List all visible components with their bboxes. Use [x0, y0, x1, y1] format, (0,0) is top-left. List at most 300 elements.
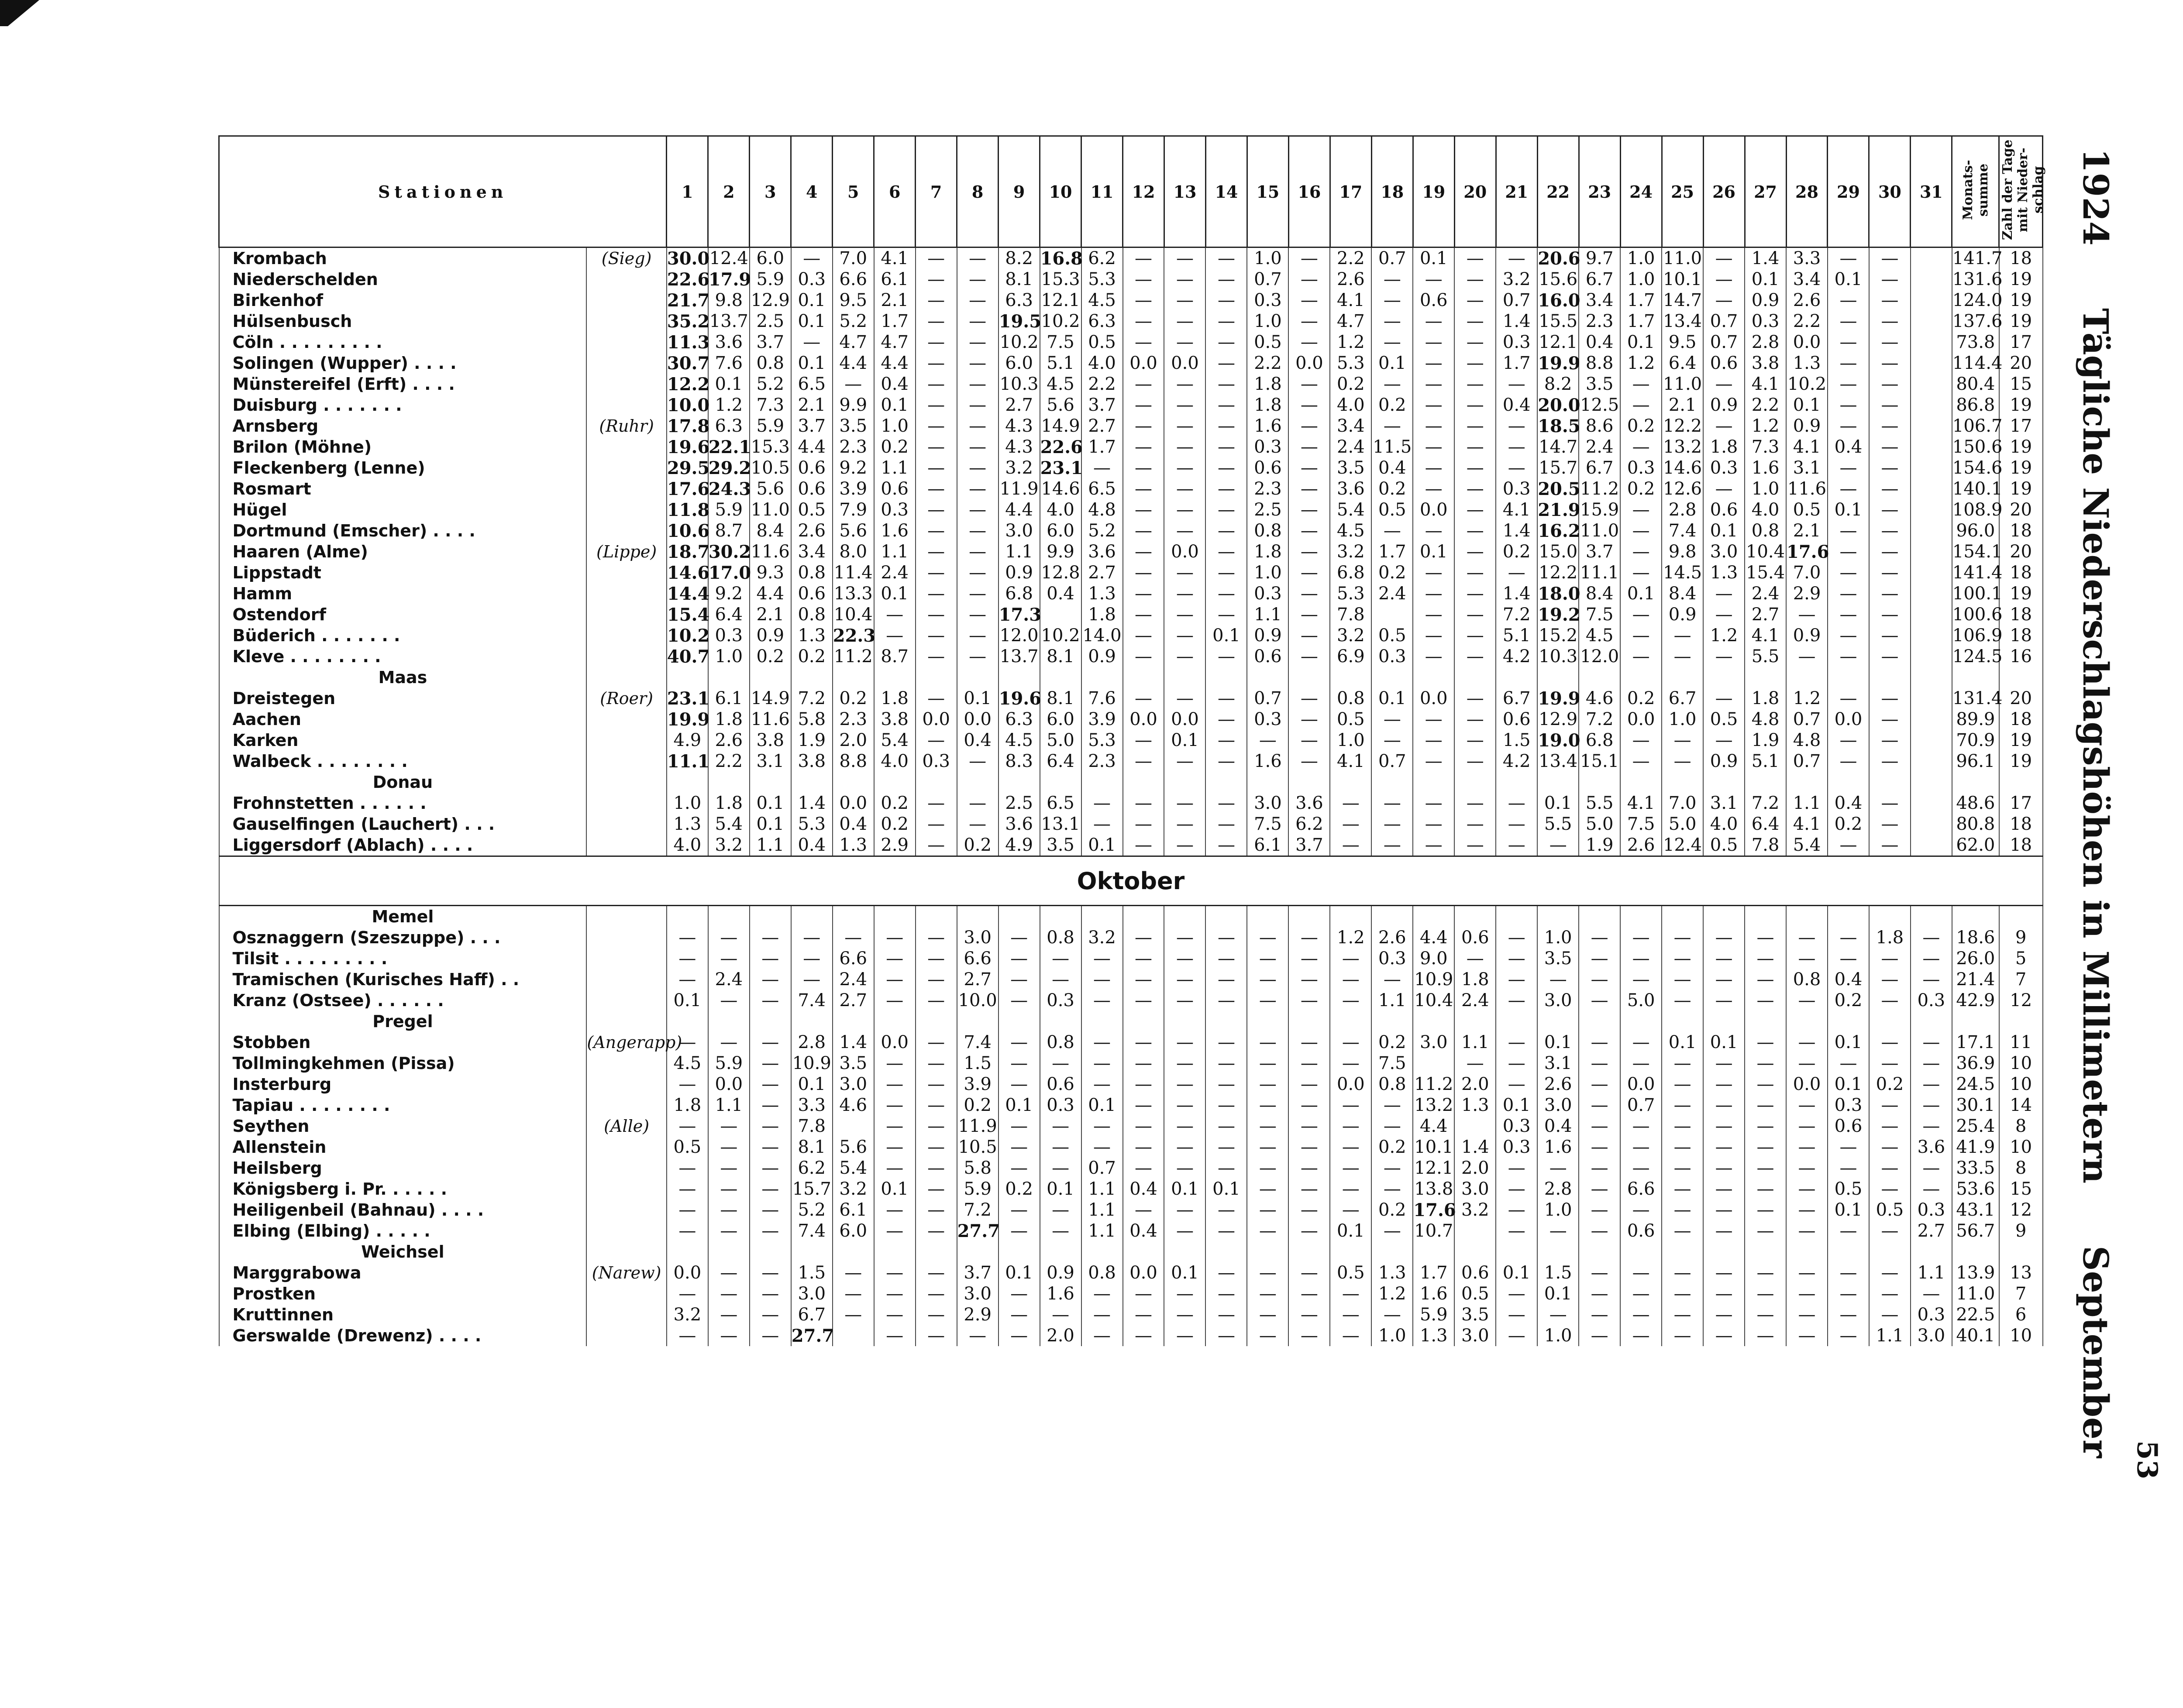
day-value-cell: — [1288, 1199, 1330, 1220]
day-value-cell: 3.0 [1911, 1325, 1952, 1346]
day-value-cell: — [1745, 948, 1786, 969]
day-value-cell: 0.1 [1786, 395, 1828, 416]
day-value-cell: — [1496, 793, 1537, 814]
day-value-cell: — [1081, 1032, 1123, 1053]
day-value-cell: — [999, 1137, 1040, 1158]
day-value-cell: — [1869, 990, 1911, 1011]
header-day-20: 20 [1454, 136, 1496, 247]
river-note [586, 1053, 667, 1074]
river-note [586, 374, 667, 395]
day-value-cell: — [1828, 311, 1869, 332]
day-value-cell: — [916, 604, 957, 625]
day-value-cell: — [1164, 290, 1205, 311]
day-value-cell: 6.5 [791, 374, 833, 395]
rain-days-cell: 18 [1999, 814, 2043, 835]
day-value-cell: 0.6 [1703, 353, 1745, 374]
empty-cell [1247, 1241, 1288, 1262]
day-value-cell: — [1828, 1137, 1869, 1158]
month-sum-cell: 13.9 [1952, 1262, 1999, 1283]
day-value-cell: — [1620, 541, 1662, 562]
day-value-cell: — [1288, 1074, 1330, 1095]
day-value-cell: 0.1 [1828, 1074, 1869, 1095]
day-value-cell: — [1869, 969, 1911, 990]
day-value-cell: 8.1 [999, 269, 1040, 290]
day-value-cell: — [1288, 625, 1330, 646]
day-value-cell: 1.0 [1537, 1325, 1579, 1346]
day-value-cell: — [1869, 416, 1911, 436]
day-value-cell: 5.9 [708, 1053, 750, 1074]
day-value-cell: 7.2 [1745, 793, 1786, 814]
day-value-cell: 0.3 [1247, 436, 1288, 457]
day-value-cell: — [1330, 969, 1371, 990]
empty-cell [1413, 1241, 1454, 1262]
day-value-cell: — [1869, 499, 1911, 520]
day-value-cell: — [1123, 457, 1164, 478]
empty-cell [1745, 667, 1786, 688]
day-value-cell: — [1413, 374, 1454, 395]
empty-cell [1454, 667, 1496, 688]
empty-cell [1828, 1241, 1869, 1262]
day-value-cell: — [1620, 927, 1662, 948]
empty-cell [1911, 1011, 1952, 1032]
day-value-cell: 2.6 [791, 520, 833, 541]
day-value-cell: — [1703, 1158, 1745, 1179]
day-value-cell: 11.2 [1579, 478, 1620, 499]
day-value-cell: — [1703, 269, 1745, 290]
day-value-cell: 2.5 [1247, 499, 1288, 520]
empty-cell [999, 906, 1040, 928]
day-value-cell: 5.4 [708, 814, 750, 835]
day-value-cell: — [1828, 730, 1869, 751]
day-value-cell: 0.9 [999, 562, 1040, 583]
day-value-cell: — [1496, 1032, 1537, 1053]
day-value-cell: — [667, 1179, 708, 1199]
day-value-cell: — [1828, 1325, 1869, 1346]
day-value-cell: — [1081, 990, 1123, 1011]
day-value-cell: — [1164, 1325, 1205, 1346]
day-value-cell: — [1040, 1158, 1081, 1179]
river-note [586, 269, 667, 290]
header-day-7: 7 [916, 136, 957, 247]
river-note [586, 1074, 667, 1095]
empty-cell [1330, 772, 1371, 793]
day-value-cell: — [750, 1199, 791, 1220]
day-value-cell: — [916, 646, 957, 667]
day-value-cell: 0.2 [1828, 814, 1869, 835]
day-value-cell: 15.3 [1040, 269, 1081, 290]
day-value-cell: 9.8 [708, 290, 750, 311]
day-value-cell: — [1413, 814, 1454, 835]
day-value-cell: 20.5 [1538, 478, 1580, 499]
day-value-cell: — [1786, 1032, 1828, 1053]
day-value-cell: — [1869, 332, 1911, 353]
day-value-cell: — [1247, 1032, 1288, 1053]
river-note [586, 583, 667, 604]
river-note [586, 311, 667, 332]
header-day-22: 22 [1537, 136, 1579, 247]
station-name: Ostendorf [219, 604, 587, 625]
day-value-cell: — [916, 269, 957, 290]
day-value-cell: 9.3 [750, 562, 791, 583]
day-value-cell: 1.6 [1537, 1137, 1579, 1158]
day-value-cell: — [1703, 290, 1745, 311]
day-value-cell [1454, 1220, 1496, 1241]
empty-cell [750, 772, 791, 793]
day-value-cell: — [874, 1053, 916, 1074]
day-value-cell: — [874, 1199, 916, 1220]
day-value-cell: 3.1 [1786, 457, 1828, 478]
day-value-cell: — [1786, 604, 1828, 625]
day-value-cell: 5.0 [1040, 730, 1081, 751]
day-value-cell: 0.1 [1828, 1032, 1869, 1053]
day-value-cell: 0.0 [1620, 1074, 1662, 1095]
day-value-cell: — [916, 948, 957, 969]
day-value-cell: — [1205, 688, 1247, 709]
day-value-cell: — [1413, 478, 1454, 499]
day-value-cell: 2.5 [750, 311, 791, 332]
day-value-cell: 6.1 [833, 1199, 874, 1220]
month-sum-cell: 21.4 [1952, 969, 1999, 990]
day-value-cell [1911, 730, 1952, 751]
day-value-cell [1040, 604, 1081, 625]
table-row [219, 1032, 2043, 1053]
day-value-cell: — [916, 1325, 957, 1346]
day-value-cell: — [1703, 646, 1745, 667]
empty-cell [791, 1241, 833, 1262]
day-value-cell: — [1828, 1304, 1869, 1325]
header-day-2: 2 [708, 136, 750, 247]
day-value-cell: — [1579, 990, 1620, 1011]
day-value-cell: — [1745, 1095, 1786, 1116]
day-value-cell: — [1454, 290, 1496, 311]
day-value-cell: — [1288, 1262, 1330, 1283]
empty-cell [1123, 1241, 1164, 1262]
day-value-cell: — [1454, 646, 1496, 667]
day-value-cell: — [957, 1325, 999, 1346]
station-name: Gauselfingen (Lauchert) . . . [219, 814, 587, 835]
day-value-cell: 9.5 [833, 290, 874, 311]
day-value-cell: 6.6 [833, 269, 874, 290]
day-value-cell: 0.0 [1828, 709, 1869, 730]
day-value-cell: — [1496, 436, 1537, 457]
header-day-31: 31 [1911, 136, 1952, 247]
day-value-cell: — [916, 1304, 957, 1325]
day-value-cell: — [1123, 688, 1164, 709]
month-divider-label: Oktober [219, 856, 2043, 906]
rain-days-cell: 10 [1999, 1137, 2043, 1158]
day-value-cell: — [1745, 1053, 1786, 1074]
day-value-cell: 0.2 [791, 646, 833, 667]
day-value-cell: — [1828, 353, 1869, 374]
day-value-cell: — [1413, 520, 1454, 541]
day-value-cell: 3.0 [999, 520, 1040, 541]
day-value-cell: 0.0 [1164, 709, 1205, 730]
day-value-cell: — [1786, 990, 1828, 1011]
day-value-cell: — [1247, 1053, 1288, 1074]
day-value-cell: — [1205, 793, 1247, 814]
day-value-cell: 0.6 [1496, 709, 1537, 730]
empty-cell [1703, 772, 1745, 793]
day-value-cell: — [1288, 709, 1330, 730]
table-row [219, 927, 2043, 948]
day-value-cell: — [1703, 1199, 1745, 1220]
empty-cell [1371, 772, 1413, 793]
empty-cell [1999, 1011, 2043, 1032]
month-sum-cell: 154.6 [1952, 458, 2003, 478]
day-value-cell: — [667, 948, 708, 969]
station-name: Tilsit . . . . . . . . . [219, 948, 587, 969]
day-value-cell: 11.4 [833, 562, 874, 583]
day-value-cell: — [1205, 646, 1247, 667]
month-sum-cell: 131.6 [1952, 269, 2003, 289]
day-value-cell: 5.3 [791, 814, 833, 835]
empty-cell [1164, 1011, 1205, 1032]
day-value-cell: 1.1 [874, 541, 916, 562]
empty-cell [791, 906, 833, 928]
day-value-cell: — [1662, 625, 1703, 646]
empty-cell [1454, 772, 1496, 793]
day-value-cell: — [750, 1095, 791, 1116]
day-value-cell: — [1828, 562, 1869, 583]
table-row [219, 1283, 2043, 1304]
day-value-cell: — [708, 927, 750, 948]
day-value-cell: 1.0 [1247, 247, 1288, 269]
day-value-cell: 13.8 [1413, 1179, 1454, 1199]
day-value-cell: 3.0 [1454, 1179, 1496, 1199]
day-value-cell: — [1454, 269, 1496, 290]
day-value-cell: — [916, 395, 957, 416]
day-value-cell: 0.0 [1786, 332, 1828, 353]
day-value-cell: 15.3 [750, 436, 791, 457]
day-value-cell: — [1413, 416, 1454, 436]
table-row [219, 625, 2043, 646]
day-value-cell: 9.2 [833, 457, 874, 478]
day-value-cell: — [957, 353, 999, 374]
day-value-cell [1454, 1116, 1496, 1137]
day-value-cell: — [1205, 1053, 1247, 1074]
day-value-cell: 7.8 [1745, 835, 1786, 856]
day-value-cell: — [1247, 990, 1288, 1011]
day-value-cell: 7.4 [791, 1220, 833, 1241]
day-value-cell: — [1579, 1179, 1620, 1199]
day-value-cell: 6.3 [999, 290, 1040, 311]
day-value-cell: — [916, 1262, 957, 1283]
day-value-cell: — [1911, 1095, 1952, 1116]
day-value-cell: — [1869, 814, 1911, 835]
station-name: Elbing (Elbing) . . . . . [219, 1220, 587, 1241]
day-value-cell: 10.4 [1745, 541, 1786, 562]
empty-cell [1247, 667, 1288, 688]
day-value-cell: — [1164, 499, 1205, 520]
rain-days-cell: 8 [1999, 1158, 2043, 1179]
day-value-cell: — [1205, 1116, 1247, 1137]
day-value-cell: — [1164, 583, 1205, 604]
day-value-cell [1911, 646, 1952, 667]
day-value-cell: 1.3 [667, 814, 708, 835]
day-value-cell: — [667, 1074, 708, 1095]
day-value-cell: — [1703, 948, 1745, 969]
day-value-cell: — [1081, 1116, 1123, 1137]
header-day-29: 29 [1828, 136, 1869, 247]
day-value-cell: 17.0 [708, 562, 751, 583]
day-value-cell: — [1413, 457, 1454, 478]
day-value-cell: — [1703, 1304, 1745, 1325]
day-value-cell: — [1828, 583, 1869, 604]
empty-cell [750, 667, 791, 688]
day-value-cell: — [1205, 457, 1247, 478]
day-value-cell: 1.5 [1496, 730, 1537, 751]
day-value-cell: 21.7 [667, 290, 710, 311]
day-value-cell: 14.5 [1662, 562, 1703, 583]
day-value-cell: 0.9 [1081, 646, 1123, 667]
day-value-cell: — [916, 927, 957, 948]
day-value-cell: 1.5 [1537, 1262, 1579, 1283]
station-name: Allenstein [219, 1137, 587, 1158]
day-value-cell: — [1786, 1116, 1828, 1137]
day-value-cell: 2.7 [833, 990, 874, 1011]
day-value-cell: — [1786, 1179, 1828, 1199]
day-value-cell: — [1454, 311, 1496, 332]
header-day-26: 26 [1703, 136, 1745, 247]
day-value-cell: 2.6 [1620, 835, 1662, 856]
empty-cell [1123, 906, 1164, 928]
day-value-cell: 18.0 [1538, 583, 1580, 604]
day-value-cell: — [1371, 814, 1413, 835]
day-value-cell: — [957, 395, 999, 416]
rain-days-cell: 18 [1999, 625, 2043, 646]
day-value-cell: — [833, 927, 874, 948]
day-value-cell: — [957, 541, 999, 562]
day-value-cell: 3.4 [1579, 290, 1620, 311]
day-value-cell: — [708, 1032, 750, 1053]
empty-cell [1786, 906, 1828, 928]
day-value-cell: 5.9 [708, 499, 750, 520]
day-value-cell: — [708, 1158, 750, 1179]
day-value-cell: — [916, 353, 957, 374]
river-note: (Ruhr) [586, 416, 667, 436]
empty-cell [1496, 1011, 1537, 1032]
day-value-cell: — [1164, 1199, 1205, 1220]
day-value-cell: 4.6 [833, 1095, 874, 1116]
table-row [219, 646, 2043, 667]
day-value-cell: 0.4 [957, 730, 999, 751]
day-value-cell: 0.6 [1247, 646, 1288, 667]
empty-cell [586, 772, 667, 793]
day-value-cell: — [1454, 562, 1496, 583]
day-value-cell: 19.9 [1538, 688, 1580, 709]
day-value-cell: 22.6 [1040, 436, 1083, 457]
empty-cell [1371, 667, 1413, 688]
day-value-cell: — [957, 625, 999, 646]
river-note [586, 1179, 667, 1199]
day-value-cell: — [1413, 793, 1454, 814]
empty-cell [833, 906, 874, 928]
day-value-cell: 0.3 [1371, 646, 1413, 667]
day-value-cell: — [1371, 1304, 1413, 1325]
day-value-cell: — [1288, 1179, 1330, 1199]
day-value-cell: 8.1 [1040, 646, 1081, 667]
day-value-cell: 2.9 [1786, 583, 1828, 604]
day-value-cell [1911, 751, 1952, 772]
day-value-cell: 1.8 [1247, 395, 1288, 416]
day-value-cell: 0.0 [1330, 1074, 1371, 1095]
rain-days-cell: 10 [1999, 1053, 2043, 1074]
day-value-cell: 11.5 [1371, 436, 1413, 457]
day-value-cell: 5.5 [1579, 793, 1620, 814]
day-value-cell: 2.0 [1454, 1074, 1496, 1095]
day-value-cell: 1.1 [1911, 1262, 1952, 1283]
day-value-cell: — [1123, 1032, 1164, 1053]
empty-cell [1911, 906, 1952, 928]
day-value-cell: 10.2 [667, 625, 710, 646]
day-value-cell: — [1745, 1199, 1786, 1220]
day-value-cell: 12.9 [1537, 709, 1579, 730]
river-note [586, 709, 667, 730]
day-value-cell: 12.6 [1662, 478, 1703, 499]
day-value-cell: — [1496, 1304, 1537, 1325]
day-value-cell: 0.7 [1703, 332, 1745, 353]
day-value-cell [1911, 709, 1952, 730]
day-value-cell: 4.1 [1330, 751, 1371, 772]
empty-cell [999, 667, 1040, 688]
day-value-cell: — [1745, 1220, 1786, 1241]
day-value-cell: 0.2 [1371, 478, 1413, 499]
day-value-cell: 6.4 [1745, 814, 1786, 835]
day-value-cell: 1.8 [667, 1095, 708, 1116]
river-note [586, 1137, 667, 1158]
day-value-cell: 15.4 [1745, 562, 1786, 583]
day-value-cell: 4.4 [999, 499, 1040, 520]
day-value-cell: 2.4 [833, 969, 874, 990]
day-value-cell: — [1869, 1095, 1911, 1116]
day-value-cell: — [1164, 436, 1205, 457]
day-value-cell: — [1164, 688, 1205, 709]
day-value-cell: 0.3 [1496, 332, 1537, 353]
empty-cell [1579, 1011, 1620, 1032]
day-value-cell: 1.1 [1081, 1199, 1123, 1220]
day-value-cell: 3.0 [957, 927, 999, 948]
month-sum-cell: 33.5 [1952, 1158, 1999, 1179]
day-value-cell: 12.2 [667, 374, 710, 395]
header-day-17: 17 [1330, 136, 1371, 247]
empty-cell [1496, 906, 1537, 928]
day-value-cell: 19.9 [667, 709, 710, 730]
day-value-cell: 2.6 [1786, 290, 1828, 311]
day-value-cell: 0.1 [1828, 499, 1869, 520]
day-value-cell: 1.6 [874, 520, 916, 541]
day-value-cell: — [1579, 948, 1620, 969]
day-value-cell: 5.1 [1496, 625, 1537, 646]
empty-cell [708, 906, 750, 928]
empty-cell [1205, 906, 1247, 928]
day-value-cell: 0.9 [1786, 625, 1828, 646]
day-value-cell: — [1205, 478, 1247, 499]
day-value-cell: — [1123, 1158, 1164, 1179]
day-value-cell: 0.9 [1786, 416, 1828, 436]
day-value-cell: 5.6 [750, 478, 791, 499]
day-value-cell: 14.7 [1537, 436, 1579, 457]
day-value-cell: — [1869, 311, 1911, 332]
day-value-cell: 0.0 [1164, 353, 1205, 374]
day-value-cell: — [1911, 1179, 1952, 1199]
day-value-cell: — [1869, 374, 1911, 395]
station-name: Hülsenbusch [219, 311, 587, 332]
day-value-cell: — [1745, 990, 1786, 1011]
day-value-cell: 0.1 [791, 353, 833, 374]
month-sum-cell: 131.4 [1952, 688, 2003, 708]
day-value-cell: 0.0 [833, 793, 874, 814]
empty-cell [916, 906, 957, 928]
